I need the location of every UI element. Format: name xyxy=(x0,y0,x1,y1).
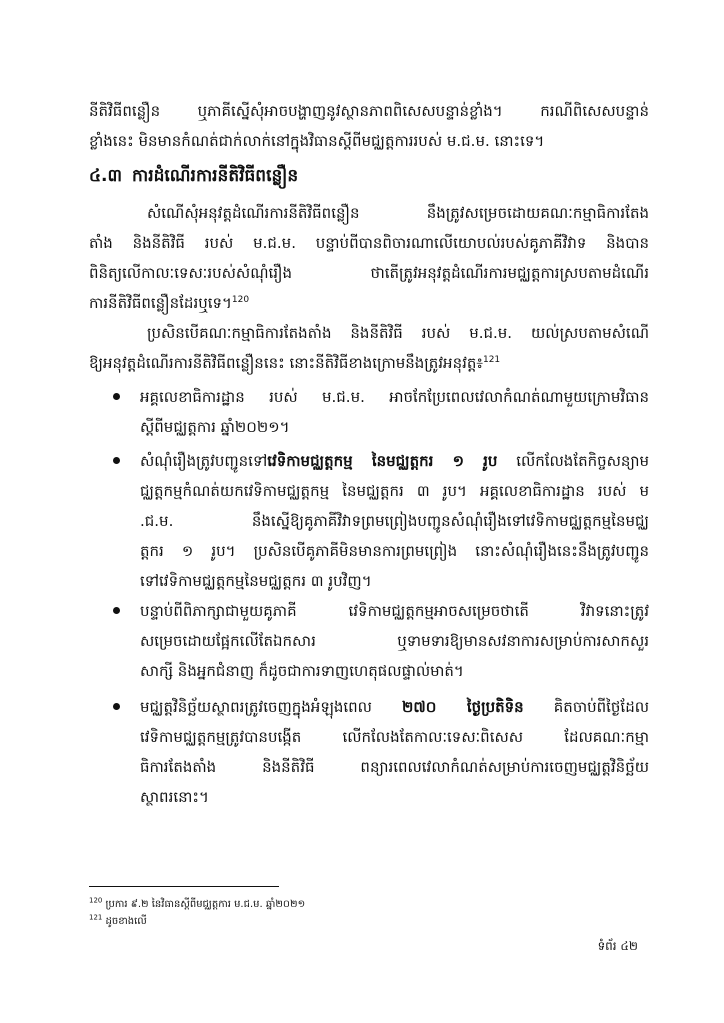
footnote-120 xyxy=(89,896,649,913)
section-heading xyxy=(89,160,649,192)
text-line: ស្ថាពរនោះ។ xyxy=(140,788,209,806)
footnote-121 xyxy=(89,913,649,930)
footnotes xyxy=(89,896,649,930)
bullet-dot-icon xyxy=(113,607,120,614)
text-span: ការនីតិវិធីពន្លឿនដែរឬទេ។ xyxy=(89,294,232,312)
text-span: ឱ្យអនុវត្តដំណើរការនីតិវិធីពន្លឿននេះ នោះនីតិវិធីខាងក្រោមនឹងត្រូវអនុវត្ត៖ xyxy=(89,354,483,372)
text-line xyxy=(140,446,649,476)
bullet-dot-icon xyxy=(113,457,120,464)
text-line: តាំង និងនីតិវិធី របស់ ម.ជ.ម. បន្ទាប់ពីបានពិចារណាលើយោបល់របស់គូភាគីវិវាទ និងបាន xyxy=(89,234,649,252)
bullet-item-3 xyxy=(113,596,649,686)
text-line: វេទិកាមជ្ឈត្តកម្មត្រូវបានបង្កើត លើកលែងតែកាលៈទេសៈពិសេស ដែលគណៈកម្មា xyxy=(140,728,649,746)
bullet-item-4 xyxy=(113,692,649,812)
text-span: លើកលែងតែកិច្ចសន្យាម xyxy=(497,452,649,470)
bold-text: វេទិកាមជ្ឈត្តកម្ម នៃមជ្ឈត្តករ ១ រូប xyxy=(267,452,498,470)
text-line: ប្រសិនបើគណៈកម្មាធិការតែងតាំង និងនីតិវិធី របស់ ម.ជ.ម. យល់ស្របតាមសំណើ xyxy=(147,324,649,342)
text-line: .ជ.ម. នឹងស្នើឱ្យគូភាគីវិវាទព្រមព្រៀងបញ្ជូនសំណុំរឿងទៅវេទិកាមជ្ឈត្តកម្មនៃមជ្ឈ xyxy=(140,512,649,530)
text-line: ជ្ឈត្តកម្មកំណត់យកវេទិកាមជ្ឈត្តកម្ម នៃមជ្ឈត្តករ ៣ រូប។ អគ្គលេខាធិការដ្ឋាន របស់ ម xyxy=(140,482,649,500)
bullet-item-1 xyxy=(113,382,649,442)
text-line xyxy=(140,692,649,722)
section-number: ៤.៣ xyxy=(89,166,123,186)
bullet-item-2 xyxy=(113,446,649,596)
footnote-ref: 120 xyxy=(231,295,250,305)
text-line xyxy=(89,288,649,318)
text-line: សម្រេចដោយផ្អែកលើតែឯកសារ ឬទាមទារឱ្យមានសវនាការសម្រាប់ការសាកសួរ xyxy=(140,632,649,650)
footnote-ref: 121 xyxy=(482,355,501,365)
text-line: ធិការតែងតាំង និងនីតិវិធី ពន្យារពេលវេលាកំណត់សម្រាប់ការចេញមជ្ឈត្តវិនិច្ឆ័យ xyxy=(140,758,649,776)
text-line xyxy=(89,348,649,378)
text-line: នីតិវិធីពន្លឿន ឬភាគីស្នើសុំអាចបង្ហាញនូវស្ថានភាពពិសេសបន្ទាន់ខ្លាំង។ ករណីពិសេសបន្ទាន់ xyxy=(89,102,649,120)
footnote-divider xyxy=(89,886,279,887)
footnote-text: ដូចខាងលើ xyxy=(102,916,147,927)
paragraph-1 xyxy=(89,198,649,318)
section-title: ការដំណើរការនីតិវិធីពន្លឿន xyxy=(132,166,299,186)
footnote-number: 120 xyxy=(89,896,103,905)
text-line: បន្ទាប់ពីពិភាក្សាជាមួយគូភាគី វេទិកាមជ្ឈត្តកម្មអាចសម្រេចថាតើ វិវាទនោះត្រូវ xyxy=(140,602,649,620)
bullet-dot-icon xyxy=(113,703,120,710)
footnote-text: ប្រការ ៩.២ នៃវិធានស្តីពីមជ្ឈត្តការ ម.ជ.ម. ឆ្នាំ២០២១ xyxy=(102,899,306,910)
footnote-number: 121 xyxy=(89,913,103,922)
bold-text: ២៧០ ថ្ងៃប្រតិទិន xyxy=(402,698,524,716)
text-line: ខ្លាំងនេះ មិនមានកំណត់ជាក់លាក់នៅក្នុងវិធានស្តីពីមជ្ឈត្តការរបស់ ម.ជ.ម. នោះទេ។ xyxy=(89,132,545,150)
text-line: អគ្គលេខាធិការដ្ឋាន របស់ ម.ជ.ម. អាចកែប្រែពេលវេលាកំណត់ណាមួយក្រោមវិធាន xyxy=(140,388,649,406)
paragraph-2 xyxy=(89,318,649,378)
intro-paragraph xyxy=(89,96,649,156)
text-span: គិតចាប់ពីថ្ងៃដែល xyxy=(523,698,649,716)
text-line: ពិនិត្យលើកាលៈទេសៈរបស់សំណុំរឿង ថាតើត្រូវអនុវត្តដំណើរការមជ្ឈត្តការស្របតាមដំណើរ xyxy=(89,264,649,282)
text-line: សំណើសុំអនុវត្តដំណើរការនីតិវិធីពន្លឿន នឹងត្រូវសម្រេចដោយគណៈកម្មាធិការតែង xyxy=(147,204,649,222)
text-line: ស្តីពីមជ្ឈត្តការ ឆ្នាំ២០២១។ xyxy=(140,418,290,436)
page-number: ទំព័រ ៤២ xyxy=(597,939,638,953)
text-line: សាក្សី និងអ្នកជំនាញ ក៏ដូចជាការទាញហេតុផលផ្ទាល់មាត់។ xyxy=(140,662,464,680)
text-line: ត្តករ ១ រូប។ ប្រសិនបើគូភាគីមិនមានការព្រមព្រៀង នោះសំណុំរឿងនេះនឹងត្រូវបញ្ជូន xyxy=(140,542,649,560)
text-span: មជ្ឈត្តវិនិច្ឆ័យស្ថាពរត្រូវចេញក្នុងអំឡុងពេល xyxy=(140,698,403,716)
text-span: សំណុំរឿងត្រូវបញ្ជូនទៅ xyxy=(140,452,268,470)
bullet-dot-icon xyxy=(113,393,120,400)
text-line: ទៅវេទិកាមជ្ឈត្តកម្មនៃមជ្ឈត្តករ ៣ រូបវិញ។ xyxy=(140,572,372,590)
